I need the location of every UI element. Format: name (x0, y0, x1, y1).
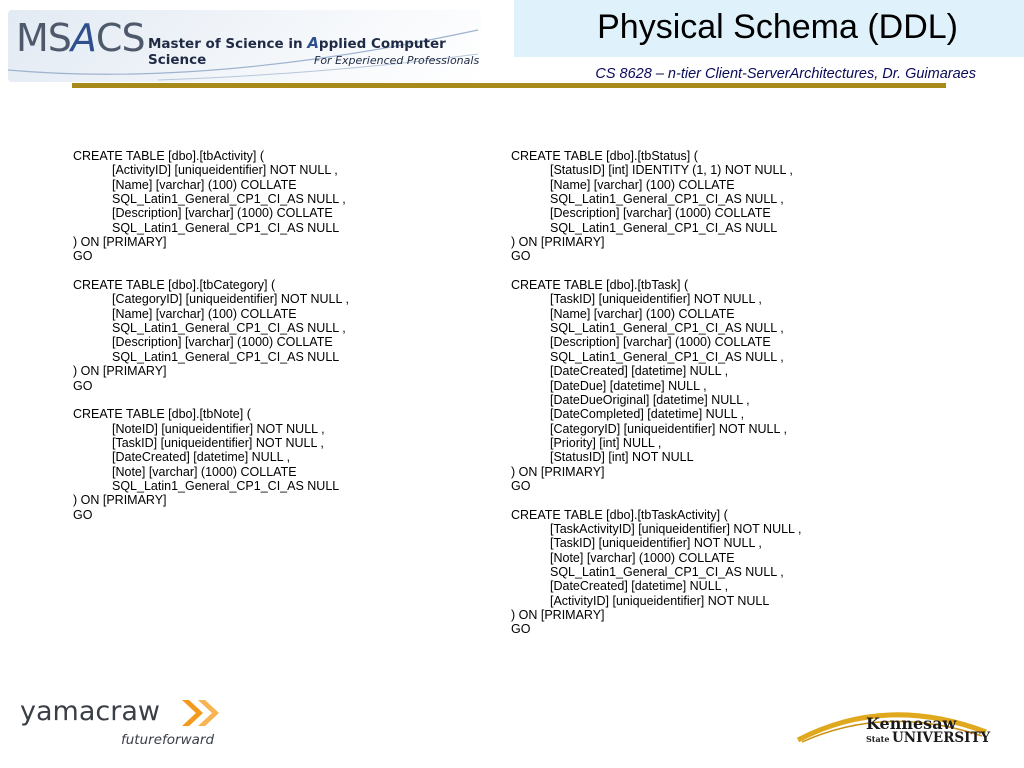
ksu-kennesaw: Kennesaw (866, 714, 957, 733)
ddl-line: [DateCreated] [datetime] NULL , (550, 579, 729, 594)
ddl-line: ) ON [PRIMARY] (73, 493, 167, 508)
ddl-line: [StatusID] [int] IDENTITY (1, 1) NOT NULL , (550, 163, 793, 178)
course-subtitle: CS 8628 – n-tier Client-ServerArchitectures, Dr. Guimaraes (595, 66, 976, 82)
ddl-right-column (511, 149, 951, 637)
ddl-line: ) ON [PRIMARY] (73, 235, 167, 250)
ddl-line: [Note] [varchar] (1000) COLLATE (112, 464, 297, 479)
ddl-line: SQL_Latin1_General_CP1_CI_AS NULL , (550, 564, 784, 579)
ddl-line: [Note] [varchar] (1000) COLLATE (550, 550, 735, 565)
ddl-line: [Name] [varchar] (100) COLLATE (550, 177, 735, 192)
ddl-line: [DateCreated] [datetime] NULL , (550, 364, 729, 379)
ddl-line: ) ON [PRIMARY] (73, 364, 167, 379)
ddl-line: SQL_Latin1_General_CP1_CI_AS NULL , (112, 192, 346, 207)
ddl-line: [NoteID] [uniqueidentifier] NOT NULL , (112, 421, 325, 436)
ddl-line: [TaskID] [uniqueidentifier] NOT NULL , (550, 536, 762, 551)
ddl-line: [DateCompleted] [datetime] NULL , (550, 407, 745, 422)
ddl-line: SQL_Latin1_General_CP1_CI_AS NULL (112, 349, 340, 364)
ddl-line: SQL_Latin1_General_CP1_CI_AS NULL , (550, 349, 784, 364)
ddl-line: SQL_Latin1_General_CP1_CI_AS NULL , (550, 321, 784, 336)
ddl-line: CREATE TABLE [dbo].[tbCategory] ( (73, 278, 276, 293)
ddl-blank-line (73, 264, 473, 278)
ddl-line: [Description] [varchar] (1000) COLLATE (112, 335, 333, 350)
ddl-line: SQL_Latin1_General_CP1_CI_AS NULL (112, 478, 340, 493)
ddl-line: [ActivityID] [uniqueidentifier] NOT NULL (550, 593, 770, 608)
ddl-line: SQL_Latin1_General_CP1_CI_AS NULL (112, 220, 340, 235)
ddl-line: CREATE TABLE [dbo].[tbNote] ( (73, 407, 251, 422)
ddl-left-column (73, 149, 473, 522)
yamacraw-wordmark: yamacraw (20, 696, 160, 727)
ddl-blank-line (73, 393, 473, 407)
ksu-university: UNIVERSITY (892, 730, 991, 746)
ddl-line: [StatusID] [int] NOT NULL (550, 450, 694, 465)
ddl-line: GO (73, 378, 93, 393)
ddl-line: GO (511, 478, 531, 493)
ksu-state: State (866, 734, 890, 744)
logo-subtagline: For Experienced Professionals (314, 54, 480, 67)
ksu-logo (796, 700, 992, 752)
ddl-line: [TaskID] [uniqueidentifier] NOT NULL , (112, 435, 324, 450)
ddl-line: ) ON [PRIMARY] (511, 464, 605, 479)
ddl-line: [CategoryID] [uniqueidentifier] NOT NULL , (550, 421, 787, 436)
ddl-line: [DateDueOriginal] [datetime] NULL , (550, 392, 750, 407)
double-chevron-right-icon (180, 696, 240, 732)
ddl-line: CREATE TABLE [dbo].[tbTask] ( (511, 278, 689, 293)
ddl-line: [CategoryID] [uniqueidentifier] NOT NULL , (112, 292, 349, 307)
yamacraw-logo (20, 692, 240, 752)
ddl-line: [ActivityID] [uniqueidentifier] NOT NULL , (112, 163, 338, 178)
slide-title: Physical Schema (DDL) (597, 8, 958, 46)
ddl-line: [TaskActivityID] [uniqueidentifier] NOT NULL , (550, 521, 802, 536)
ddl-blank-line (511, 493, 951, 507)
ddl-line: SQL_Latin1_General_CP1_CI_AS NULL (550, 220, 778, 235)
yamacraw-tagline: futureforward (121, 732, 215, 748)
ddl-line: CREATE TABLE [dbo].[tbActivity] ( (73, 149, 265, 163)
ddl-line: [Description] [varchar] (1000) COLLATE (112, 206, 333, 221)
logo-mark: MSACS (16, 16, 145, 60)
ddl-line: [DateDue] [datetime] NULL , (550, 378, 707, 393)
ddl-line: GO (73, 507, 93, 522)
ddl-line: [Priority] [int] NULL , (550, 435, 662, 450)
ddl-line: GO (73, 249, 93, 264)
ddl-line: [DateCreated] [datetime] NULL , (112, 450, 291, 465)
ddl-line: [Name] [varchar] (100) COLLATE (550, 306, 735, 321)
ddl-line: ) ON [PRIMARY] (511, 608, 605, 622)
msacs-logo (8, 10, 481, 82)
ddl-line: [Name] [varchar] (100) COLLATE (112, 306, 297, 321)
ddl-line: CREATE TABLE [dbo].[tbStatus] ( (511, 149, 698, 163)
ddl-line: GO (511, 622, 531, 637)
logo-tagline: Master of Science in Applied Computer Science (148, 34, 446, 68)
ddl-line: CREATE TABLE [dbo].[tbTaskActivity] ( (511, 507, 728, 522)
ddl-line: ) ON [PRIMARY] (511, 235, 605, 250)
ddl-blank-line (511, 264, 951, 278)
ddl-line: [TaskID] [uniqueidentifier] NOT NULL , (550, 292, 762, 307)
ddl-line: [Name] [varchar] (100) COLLATE (112, 177, 297, 192)
ddl-line: SQL_Latin1_General_CP1_CI_AS NULL , (112, 321, 346, 336)
ddl-line: SQL_Latin1_General_CP1_CI_AS NULL , (550, 192, 784, 207)
header-divider (72, 83, 946, 88)
ddl-line: GO (511, 249, 531, 264)
ddl-line: [Description] [varchar] (1000) COLLATE (550, 206, 771, 221)
ddl-line: [Description] [varchar] (1000) COLLATE (550, 335, 771, 350)
